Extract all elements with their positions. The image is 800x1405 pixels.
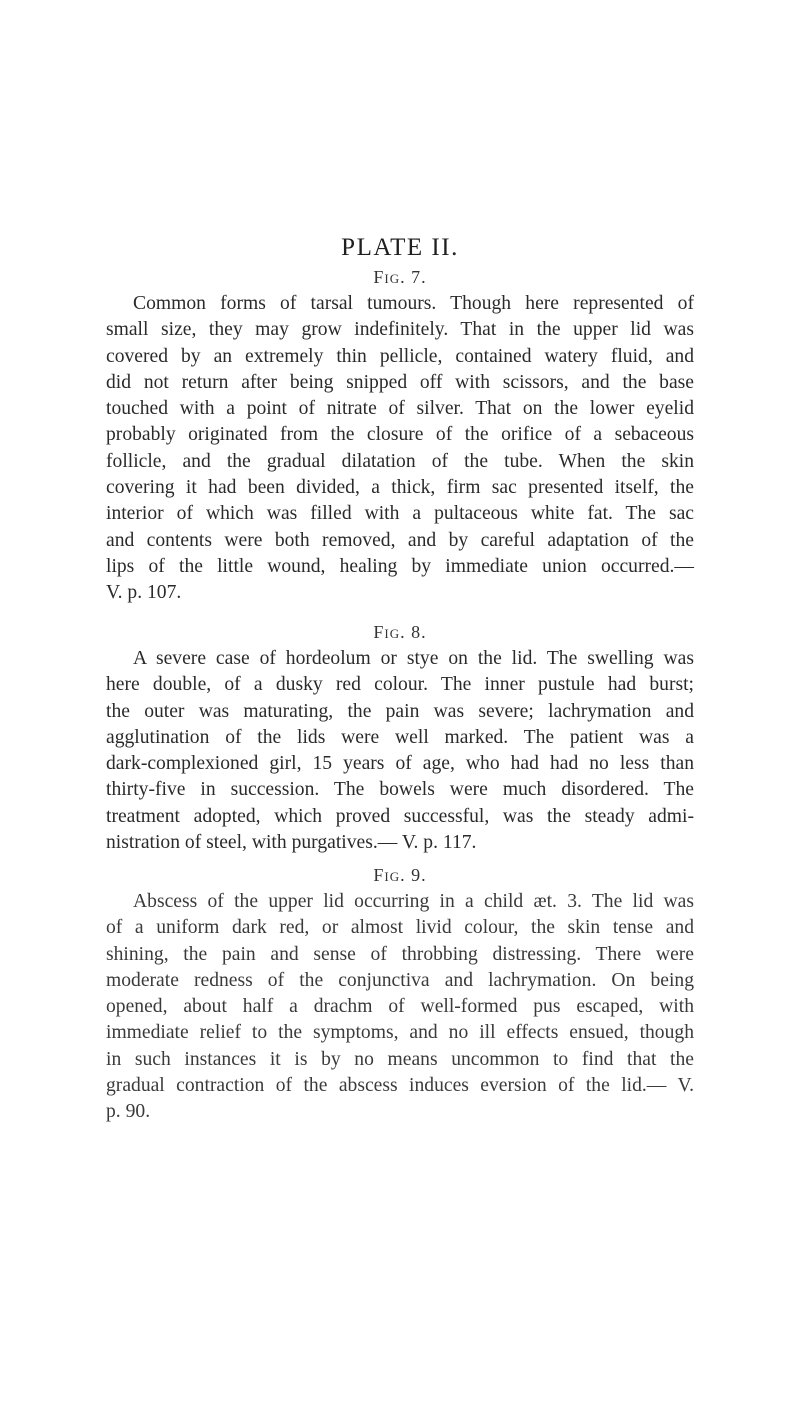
text-line: did not return after being snipped off with scissors, and the base bbox=[106, 371, 694, 393]
text-line: Abscess of the upper lid occurring in a child æt. 3. The lid was bbox=[133, 891, 694, 912]
text-line: in such instances it is by no means uncommon to find that the bbox=[106, 1048, 694, 1070]
text-line: covered by an extremely thin pellicle, contained watery fluid, and bbox=[106, 345, 694, 367]
figure-7-description bbox=[106, 291, 694, 607]
page-reference: p. 90. bbox=[106, 1101, 151, 1123]
figure-9-description bbox=[106, 889, 694, 1126]
figure-8-heading: Fig. 8. bbox=[373, 622, 427, 642]
text-line: probably originated from the closure of the orifice of a sebaceous bbox=[106, 424, 694, 446]
text-line: follicle, and the gradual dilatation of the tube. When the skin bbox=[106, 450, 694, 472]
text-line: here double, of a dusky red colour. The inner pustule had burst; bbox=[106, 674, 694, 696]
text-line: interior of which was filled with a pultaceous white fat. The sac bbox=[106, 503, 694, 525]
text-line: thirty-five in succession. The bowels were much disordered. The bbox=[106, 779, 694, 801]
text-line: gradual contraction of the abscess induces eversion of the lid.— V. bbox=[106, 1075, 694, 1097]
figure-7-heading: Fig. 7. bbox=[373, 267, 427, 287]
text-line: and contents were both removed, and by careful adaptation of the bbox=[106, 529, 694, 551]
text-line: covering it had been divided, a thick, firm sac presented itself, the bbox=[106, 477, 694, 499]
text-line: treatment adopted, which proved successful, was the steady admi- bbox=[106, 805, 694, 827]
text-line: A severe case of hordeolum or stye on the lid. The swelling was bbox=[133, 648, 694, 669]
text-line: agglutination of the lids were well marked. The patient was a bbox=[106, 726, 694, 748]
text-line: the outer was maturating, the pain was severe; lachrymation and bbox=[106, 700, 694, 722]
figure-9-section bbox=[106, 862, 694, 1126]
figure-8-description bbox=[106, 646, 694, 856]
figure-8-section bbox=[106, 619, 694, 856]
text-line: immediate relief to the symptoms, and no ill effects ensued, though bbox=[106, 1022, 694, 1044]
text-line: lips of the little wound, healing by immediate union occurred.— bbox=[106, 555, 694, 577]
text-line: touched with a point of nitrate of silver. That on the lower eyelid bbox=[106, 398, 694, 420]
page-reference: V. p. 107. bbox=[106, 582, 182, 604]
text-line: of a uniform dark red, or almost livid colour, the skin tense and bbox=[106, 917, 694, 939]
text-line: nistration of steel, with purgatives.— V. p. 117. bbox=[106, 832, 477, 854]
plate-title: PLATE II. bbox=[341, 234, 459, 261]
text-line: dark-complexioned girl, 15 years of age, who had had no less than bbox=[106, 753, 694, 775]
text-line: Common forms of tarsal tumours. Though here represented of bbox=[133, 293, 694, 314]
text-line: moderate redness of the conjunctiva and lachrymation. On being bbox=[106, 969, 694, 991]
text-line: shining, the pain and sense of throbbing distressing. There were bbox=[106, 943, 694, 965]
text-line: small size, they may grow indefinitely. That in the upper lid was bbox=[106, 319, 694, 341]
figure-7-section bbox=[106, 264, 694, 607]
text-line: opened, about half a drachm of well-formed pus escaped, with bbox=[106, 996, 694, 1018]
figure-9-heading: Fig. 9. bbox=[373, 865, 427, 885]
